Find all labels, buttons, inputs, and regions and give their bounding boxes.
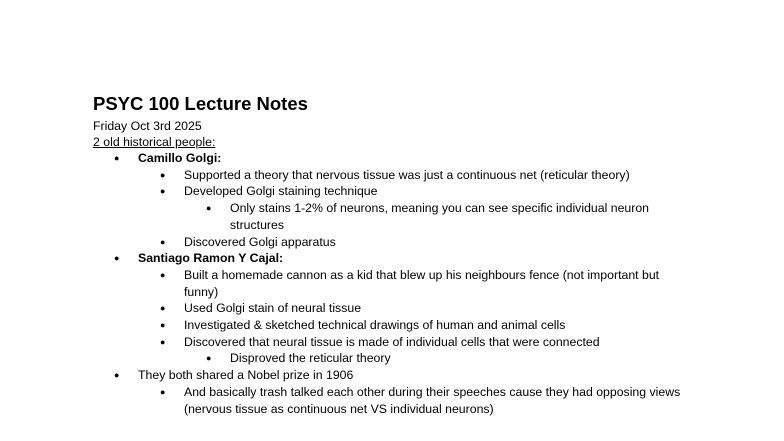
bullet-icon: ● [114,253,120,264]
list-item-text: Santiago Ramon Y Cajal: [138,251,284,266]
list-item [93,334,733,351]
list-item [93,200,733,233]
list-item [93,183,733,200]
list-item-text: Investigated & sketched technical drawings of human and animal cells [184,318,566,333]
document-title: PSYC 100 Lecture Notes [93,93,308,114]
bullet-icon: ● [160,336,166,347]
bullet-icon: ● [160,303,166,314]
bullet-icon: ● [160,186,166,197]
list-item-text: Discovered that neural tissue is made of individual cells that were connected [184,334,600,349]
bullet-icon: ● [206,203,212,214]
bullet-icon: ● [114,153,120,163]
list-item-text: Discovered Golgi apparatus [184,234,336,249]
bullet-icon: ● [160,169,166,180]
list-item [93,267,733,300]
bullet-icon: ● [206,353,212,364]
section-subheading: 2 old historical people: [93,135,216,149]
list-item-text: Only stains 1-2% of neurons, meaning you can see specific individual neuron structures [230,201,650,232]
list-item [93,317,733,334]
list-item [93,384,733,417]
list-item [93,234,733,251]
bullet-icon: ● [160,269,166,280]
lecture-date: Friday Oct 3rd 2025 [93,119,202,133]
bullet-icon: ● [160,236,166,247]
list-item [93,367,733,384]
list-item-text: Built a homemade cannon as a kid that blew up his neighbours fence (not important but funny) [184,267,660,299]
list-item-text: Camillo Golgi: [138,151,222,165]
document-page [93,93,733,417]
list-item-text: Supported a theory that nervous tissue was just a continuous net (reticular theory) [184,167,630,182]
bullet-icon: ● [160,386,166,397]
list-item-text: Disproved the reticular theory [230,351,391,366]
bullet-icon: ● [114,370,120,381]
list-item-text: And basically trash talked each other during their speeches cause they had opposing views (nervous tissue as continuous net VS individual neurons) [184,384,681,416]
list-item-text: Developed Golgi staining technique [184,184,378,199]
list-item [93,167,733,184]
list-item [93,250,733,267]
list-item [93,350,733,367]
list-item-text: They both shared a Nobel prize in 1906 [138,368,354,383]
list-item [93,300,733,317]
list-item [93,150,733,167]
notes-bullet-list [93,150,733,417]
list-item-text: Used Golgi stain of neural tissue [184,301,362,316]
bullet-icon: ● [160,320,166,331]
